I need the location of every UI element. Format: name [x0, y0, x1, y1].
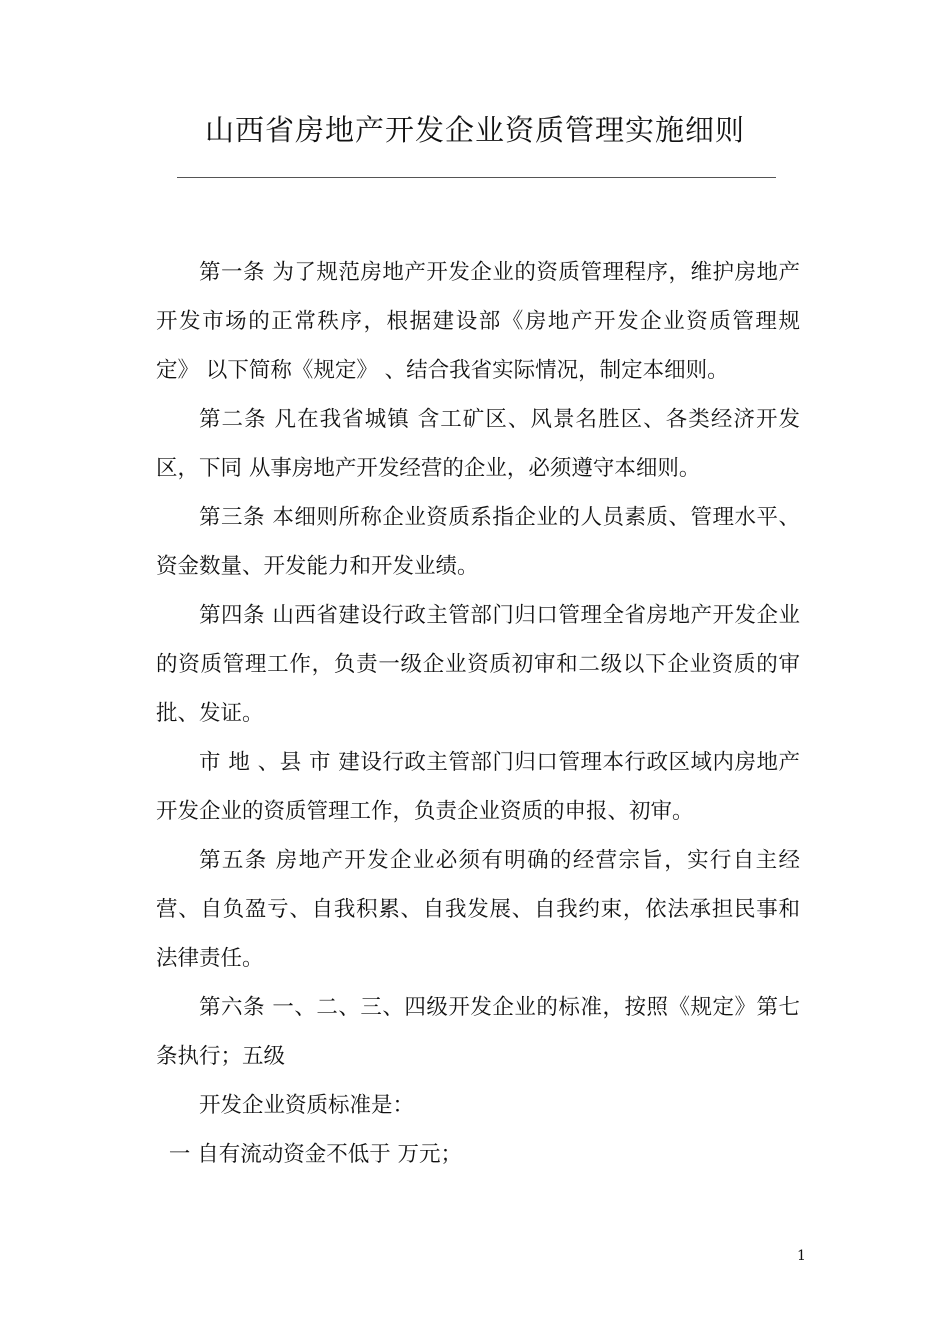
article-6-paragraph: 第六条 一、二、三、四级开发企业的标准，按照《规定》第七条执行；五级 — [156, 995, 800, 1069]
document-body — [156, 248, 800, 1179]
article-5-paragraph: 第五条 房地产开发企业必须有明确的经营宗旨，实行自主经营、自负盈亏、自我积累、自我发展、自我约束，依法承担民事和法律责任。 — [156, 848, 800, 971]
article-4-second-paragraph: 市 地 、县 市 建设行政主管部门归口管理本行政区域内房地产开发企业的资质管理工作，负责企业资质的申报、初审。 — [156, 750, 800, 824]
article-6-standard-intro: 开发企业资质标准是： — [199, 1093, 415, 1118]
page-number: 1 — [797, 1248, 806, 1264]
article-2-paragraph: 第二条 凡在我省城镇 含工矿区、风景名胜区、各类经济开发区，下同 从事房地产开发经营的企业，必须遵守本细则。 — [156, 407, 800, 481]
article-4-paragraph: 第四条 山西省建设行政主管部门归口管理全省房地产开发企业的资质管理工作，负责一级企业资质初审和二级以下企业资质的审批、发证。 — [156, 603, 800, 726]
title-underline — [177, 177, 776, 178]
document-title: 山西省房地产开发企业资质管理实施细则 — [204, 113, 745, 147]
article-3-paragraph: 第三条 本细则所称企业资质系指企业的人员素质、管理水平、资金数量、开发能力和开发业绩。 — [156, 505, 800, 579]
article-1-paragraph: 第一条 为了规范房地产开发企业的资质管理程序，维护房地产开发市场的正常秩序，根据建设部《房地产开发企业资质管理规定》 以下简称《规定》 、结合我省实际情况，制定本细则。 — [156, 260, 800, 383]
article-6-item-1: 一 自有流动资金不低于 万元； — [168, 1142, 463, 1167]
